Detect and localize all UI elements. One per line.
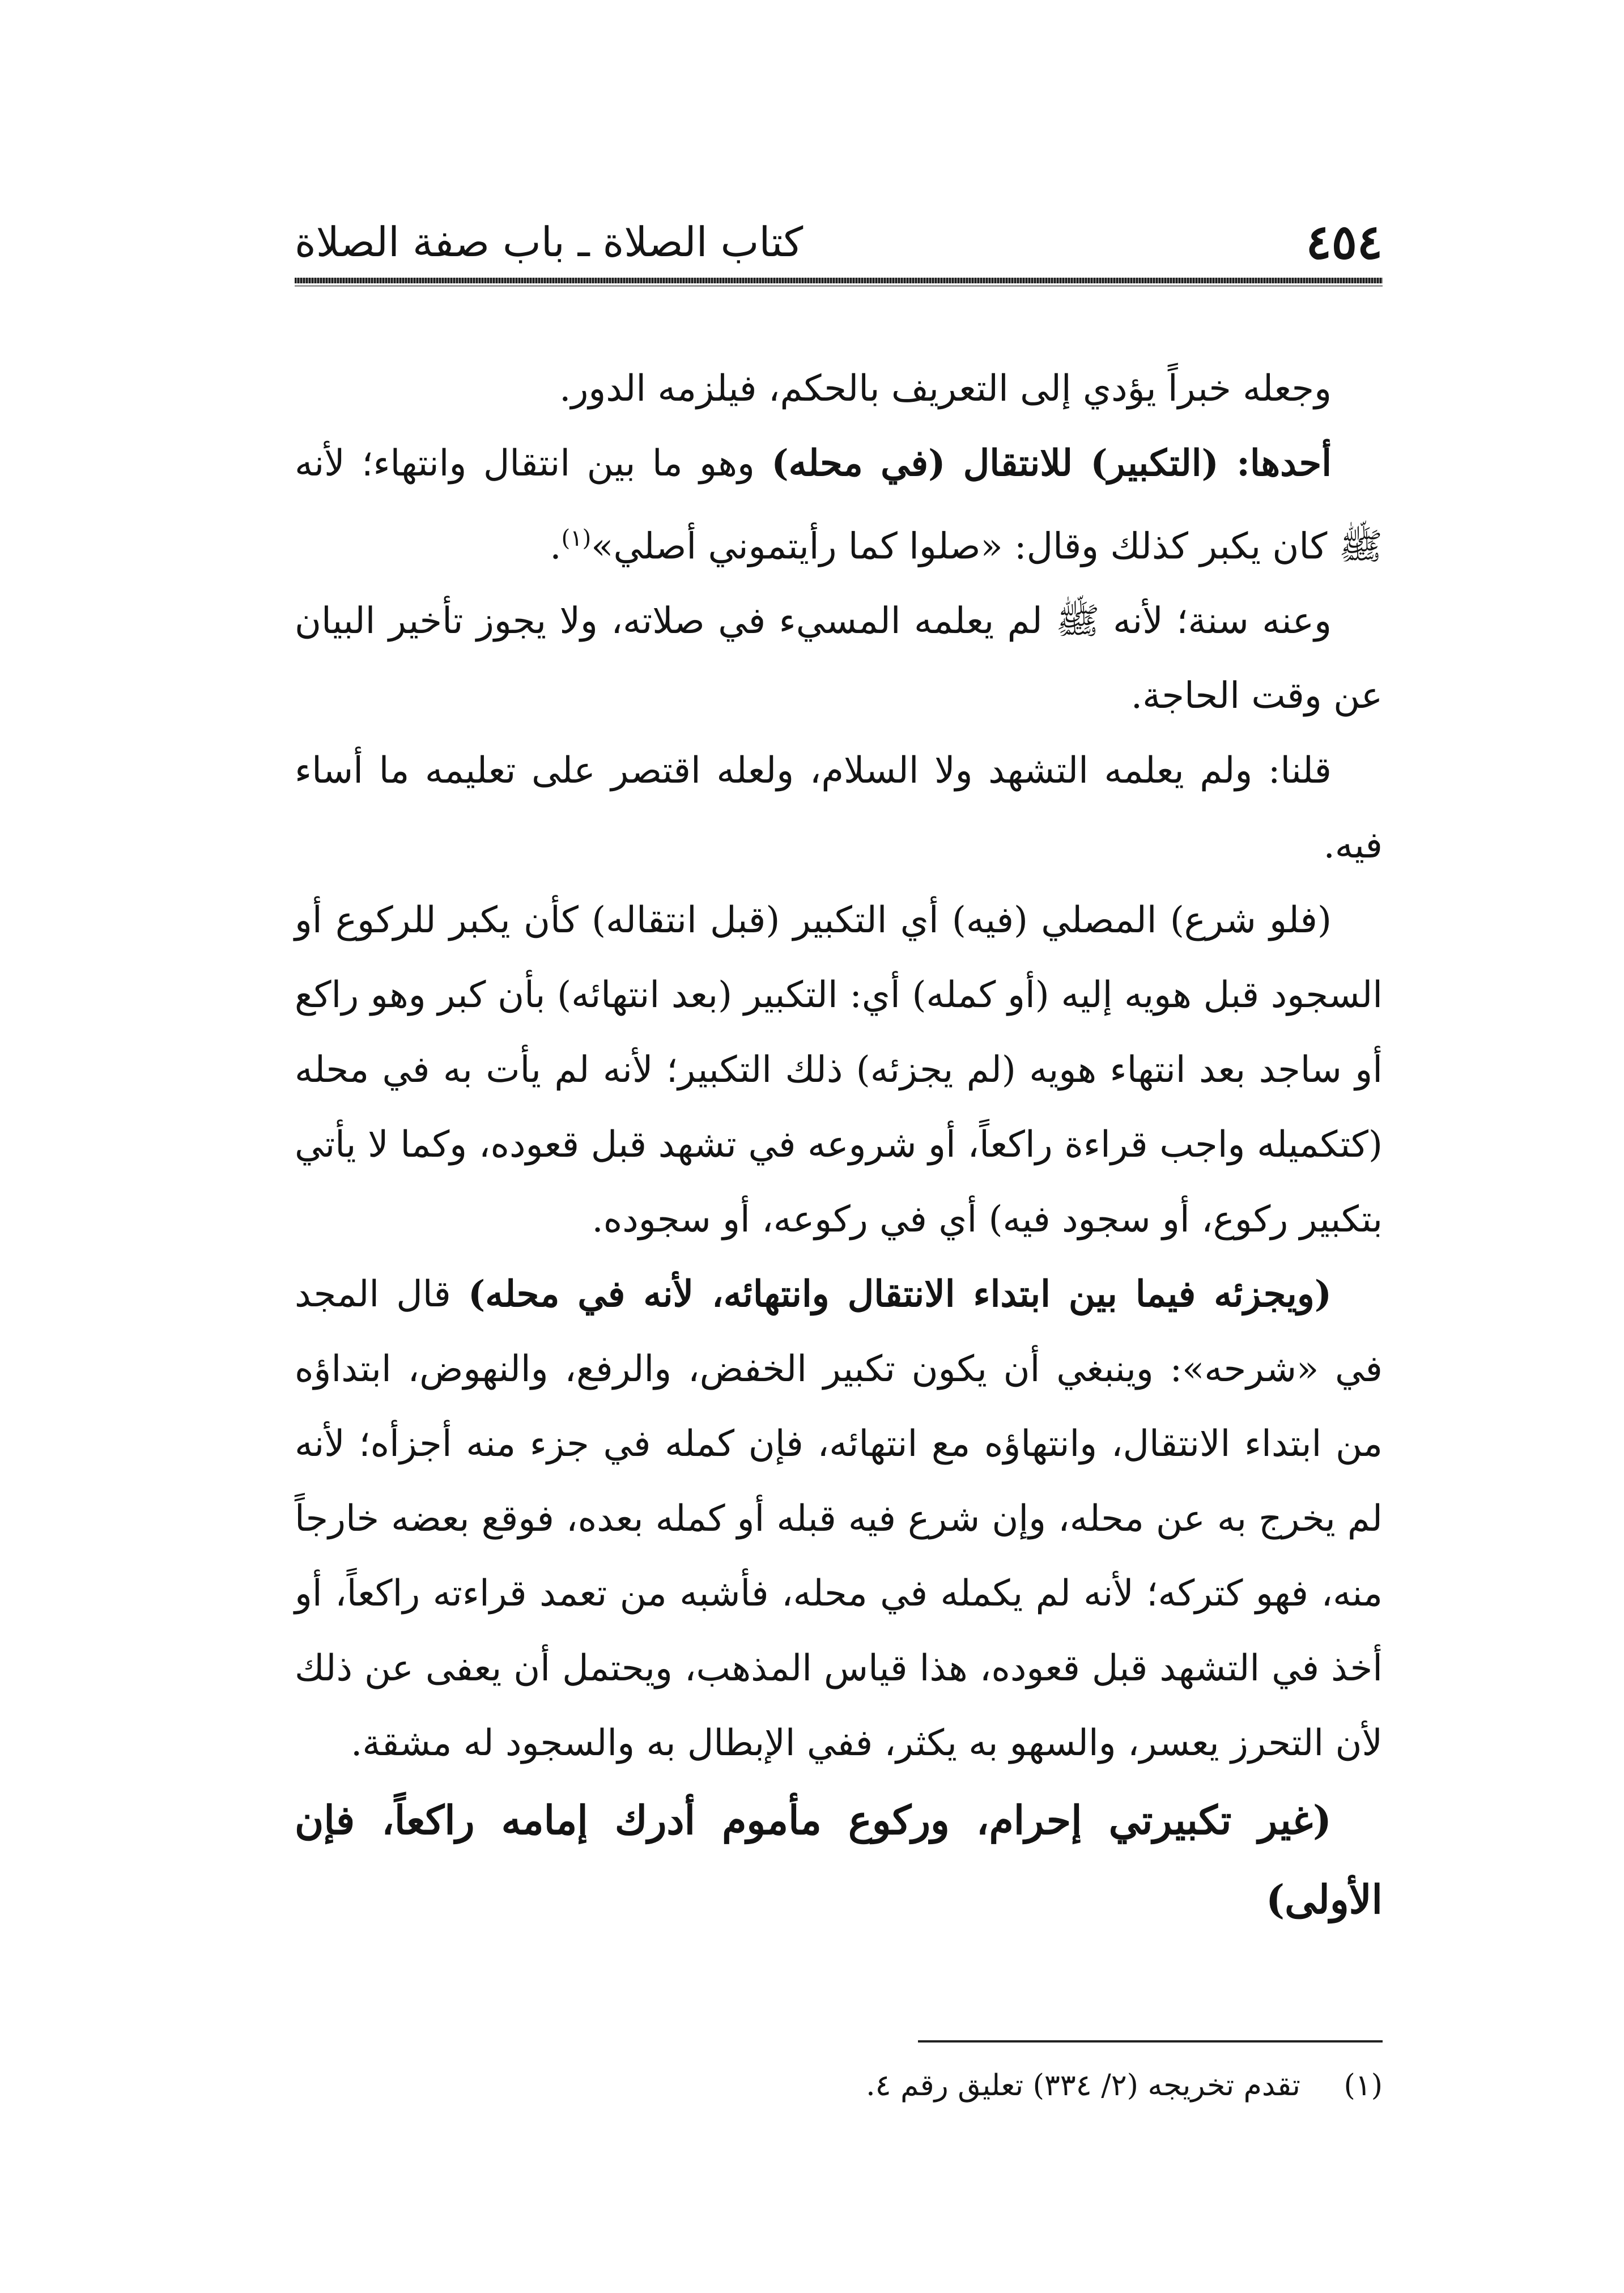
paragraph-2-lead: أحدها: (التكبير) للانتقال (في محله) (771, 442, 1332, 485)
footnote-1 (295, 2063, 1383, 2108)
running-header (295, 207, 1383, 275)
paragraph-6-lead: (ويجزئه فيما بين ابتداء الانتقال وانتهائه، لأنه في محله) (468, 1273, 1332, 1316)
paragraph-6 (295, 1257, 1383, 1781)
paragraph-3 (295, 584, 1383, 733)
paragraph-5 (295, 883, 1383, 1257)
paragraph-4-text: قلنا: ولم يعلمه التشهد ولا السلام، ولعله اقتصر على تعليمه ما أساء فيه. (295, 750, 1383, 867)
footnote-reference: (١) (561, 525, 592, 551)
paragraph-5-text: (فلو شرع) المصلي (فيه) أي التكبير (قبل انتقاله) كأن يكبر للركوع أو السجود قبل هويه إليه (أو كمله) أي: التكبير (بعد انتهائه) بأن كبر وهو راكع أو ساجد بعد انتهاء هويه (لم يجزئه) ذلك التكبير؛ لأنه لم يأت به في محله (كتكميله واجب قراءة راكعاً، أو شروعه في تشهد قبل قعوده، وكما لا يأتي بتكبير ركوع، أو سجود فيه) أي في ركوعه، أو سجوده. (295, 899, 1383, 1241)
paragraph-2 (295, 426, 1383, 584)
paragraph-7 (295, 1781, 1383, 1939)
footnote-1-text: تقدم تخريجه (٢/ ٣٣٤) تعليق رقم ٤. (866, 2069, 1300, 2103)
header-divider (295, 278, 1383, 283)
footnote-separator (918, 2040, 1383, 2043)
paragraph-2-end: . (550, 525, 562, 568)
footnote-1-number: (١) (1344, 2069, 1383, 2103)
paragraph-3-text: وعنه سنة؛ لأنه ﷺ لم يعلمه المسيء في صلاته، ولا يجوز تأخير البيان عن وقت الحاجة. (295, 600, 1383, 717)
paragraph-4 (295, 733, 1383, 883)
paragraph-7-text: (غير تكبيرتي إحرام، وركوع مأموم أدرك إمامه راكعاً، فإن الأولى) (295, 1797, 1383, 1923)
paragraph-6-text: قال المجد في «شرحه»: وينبغي أن يكون تكبير الخفض، والرفع، والنهوض، ابتداؤه من ابتداء الانتقال، وانتهاؤه مع انتهائه، فإن كمله في جزء منه أجزأه؛ لأنه لم يخرج به عن محله، وإن شرع فيه قبله أو كمله بعده، فوقع بعضه خارجاً منه، فهو كتركه؛ لأنه لم يكمله في محله، فأشبه من تعمد قراءته راكعاً، أو أخذ في التشهد قبل قعوده، هذا قياس المذهب، ويحتمل أن يعفى عن ذلك لأن التحرز يعسر، والسهو به يكثر، ففي الإبطال به والسجود له مشقة. (295, 1273, 1383, 1765)
body-text (295, 351, 1383, 1939)
paragraph-2-text: وهو ما بين انتقال وانتهاء؛ لأنه ﷺ كان يكبر كذلك وقال: «صلوا كما رأيتموني أصلي» (295, 443, 1383, 568)
running-title: كتاب الصلاة ـ باب صفة الصلاة (295, 218, 804, 266)
footnotes (295, 2063, 1383, 2108)
page-number: ٤٥٤ (1306, 214, 1383, 270)
paragraph-1 (295, 351, 1383, 426)
paragraph-1-text: وجعله خبراً يؤدي إلى التعريف بالحكم، فيلزمه الدور. (559, 368, 1332, 410)
header-divider-underline (295, 285, 1383, 287)
